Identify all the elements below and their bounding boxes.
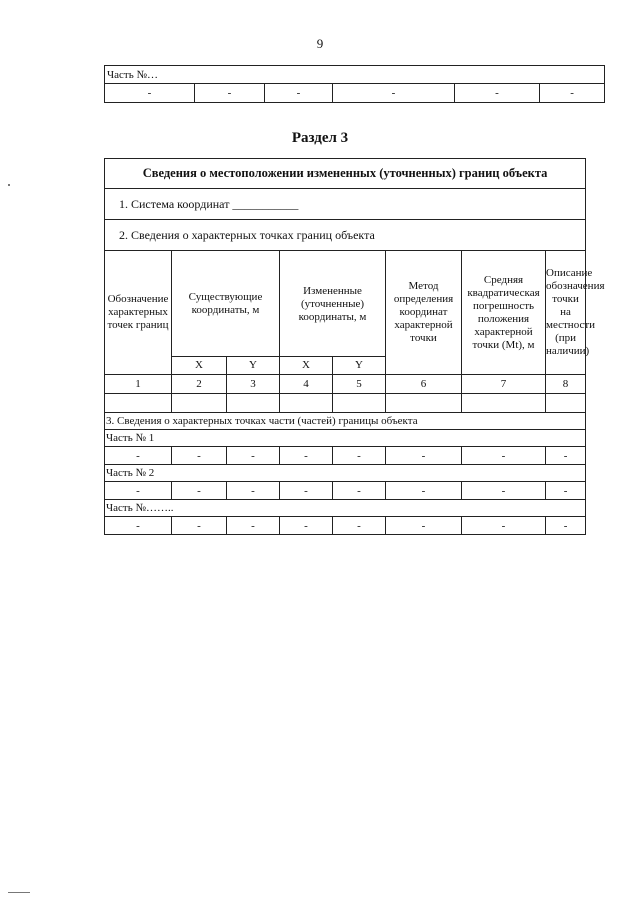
dash-cell: - — [105, 84, 195, 103]
boundary-points-line: 2. Сведения о характерных точках границ объекта — [105, 220, 586, 251]
dash-cell: - — [386, 447, 462, 465]
dash-cell: - — [172, 482, 227, 500]
column-number: 8 — [546, 375, 586, 394]
col-x-existing: X — [172, 357, 227, 375]
blank-cell — [386, 394, 462, 413]
col-method: Метод определения координат характерной точки — [386, 251, 462, 375]
dash-cell: - — [333, 482, 386, 500]
column-number: 4 — [280, 375, 333, 394]
col-description: Описание обозначения точки на местности (при наличии) — [546, 251, 586, 375]
dash-cell: - — [195, 84, 265, 103]
dash-cell: - — [105, 447, 172, 465]
blank-cell — [280, 394, 333, 413]
scan-artifact — [8, 892, 30, 893]
column-number: 3 — [227, 375, 280, 394]
column-number: 1 — [105, 375, 172, 394]
column-number: 7 — [462, 375, 546, 394]
dash-cell: - — [333, 517, 386, 535]
column-number: 5 — [333, 375, 386, 394]
dash-cell: - — [462, 447, 546, 465]
dash-cell: - — [280, 482, 333, 500]
dash-cell: - — [386, 517, 462, 535]
dash-cell: - — [227, 482, 280, 500]
blank-cell — [105, 394, 172, 413]
dash-cell: - — [462, 482, 546, 500]
dash-cell: - — [462, 517, 546, 535]
table-heading: Сведения о местоположении измененных (уточненных) границ объекта — [105, 159, 586, 189]
section-3-line: 3. Сведения о характерных точках части (частей) границы объекта — [105, 413, 586, 430]
dash-cell: - — [172, 447, 227, 465]
col-y-existing: Y — [227, 357, 280, 375]
dash-cell: - — [455, 84, 540, 103]
dash-cell: - — [540, 84, 605, 103]
part-1-label: Часть № 1 — [105, 430, 586, 447]
top-continuation-table — [104, 65, 605, 103]
blank-cell — [172, 394, 227, 413]
boundary-table — [104, 158, 605, 535]
dash-cell: - — [546, 482, 586, 500]
part-2-label: Часть № 2 — [105, 465, 586, 482]
dash-cell: - — [280, 517, 333, 535]
section-title: Раздел 3 — [291, 130, 349, 146]
dash-cell: - — [227, 447, 280, 465]
dash-cell: - — [227, 517, 280, 535]
blank-cell — [462, 394, 546, 413]
blank-cell — [546, 394, 586, 413]
col-error: Средняя квадратическая погрешность положения характерной точки (Mt), м — [462, 251, 546, 375]
blank-cell — [227, 394, 280, 413]
col-existing: Существующие координаты, м — [172, 251, 280, 357]
page-number: 9 — [316, 36, 324, 51]
part-title: Часть №… — [105, 66, 605, 84]
col-y-changed: Y — [333, 357, 386, 375]
dash-cell: - — [386, 482, 462, 500]
coordinate-system-line: 1. Система координат ___________ — [105, 189, 586, 220]
col-designation: Обозначение характерных точек границ — [105, 251, 172, 375]
dash-cell: - — [333, 447, 386, 465]
dash-cell: - — [280, 447, 333, 465]
dash-cell: - — [546, 517, 586, 535]
column-number: 2 — [172, 375, 227, 394]
dash-cell: - — [172, 517, 227, 535]
part-n-label: Часть №…….. — [105, 500, 586, 517]
scan-artifact — [8, 184, 10, 186]
dash-cell: - — [265, 84, 333, 103]
blank-cell — [333, 394, 386, 413]
dash-cell: - — [105, 482, 172, 500]
col-x-changed: X — [280, 357, 333, 375]
dash-cell: - — [333, 84, 455, 103]
dash-cell: - — [546, 447, 586, 465]
col-changed: Измененные (уточненные) координаты, м — [280, 251, 386, 357]
dash-cell: - — [105, 517, 172, 535]
column-number: 6 — [386, 375, 462, 394]
